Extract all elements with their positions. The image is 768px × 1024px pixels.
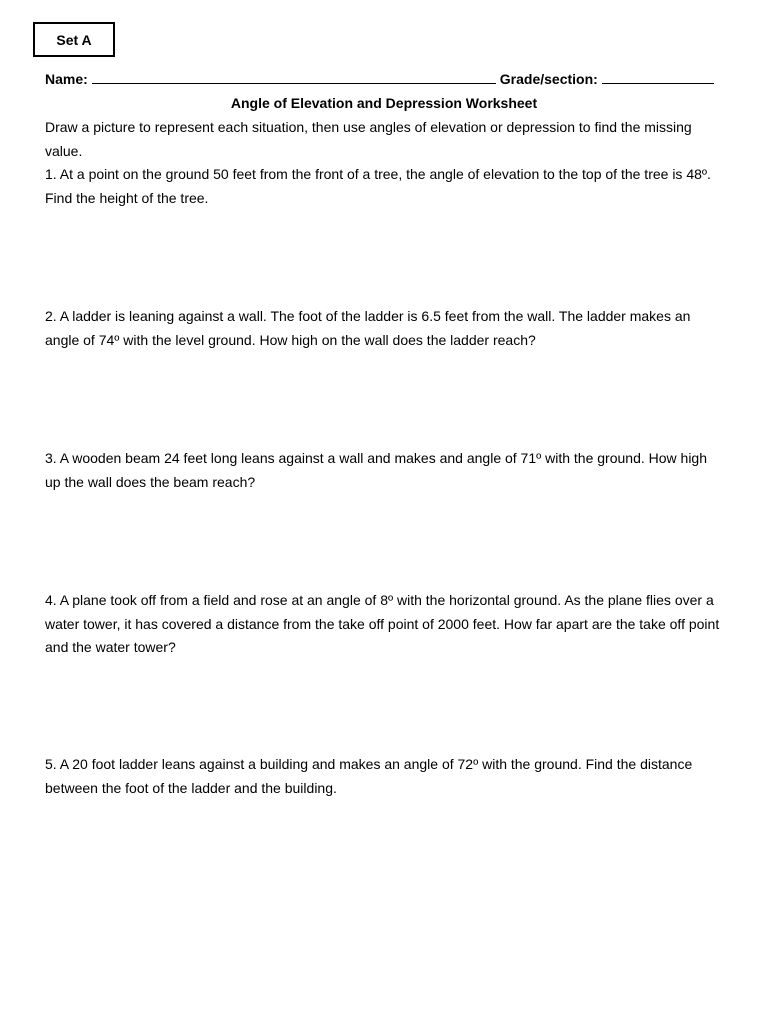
grade-section-blank-line [602,71,714,84]
name-blank-line [92,71,496,84]
instructions: Draw a picture to represent each situation, then use angles of elevation or depression to find the missing value. [45,119,692,159]
grade-section-label: Grade/section: [499,71,598,87]
question-1: 1. At a point on the ground 50 feet from the front of a tree, the angle of elevation to the top of the tree is 48º. Find the height of the tree. [45,166,711,206]
set-label: Set A [56,31,92,48]
set-label-box [33,22,115,57]
question-2: 2. A ladder is leaning against a wall. The foot of the ladder is 6.5 feet from the wall. The ladder makes an angle of 74º with the level ground. How high on the wall does the ladder reach? [45,308,691,348]
name-label: Name: [45,71,88,87]
name-grade-line [45,71,725,91]
question-3: 3. A wooden beam 24 feet long leans against a wall and makes and angle of 71º with the ground. How high up the wall does the beam reach? [45,450,708,490]
question-4: 4. A plane took off from a field and rose at an angle of 8º with the horizontal ground. As the plane flies over a water tower, it has covered a distance from the take off point of 2000 feet. How far apart are the take off point and the water tower? [45,592,720,655]
question-5: 5. A 20 foot ladder leans against a building and makes an angle of 72º with the ground. Find the distance between the foot of the ladder and the building. [45,756,693,796]
worksheet-title: Angle of Elevation and Depression Worksheet [230,95,538,111]
